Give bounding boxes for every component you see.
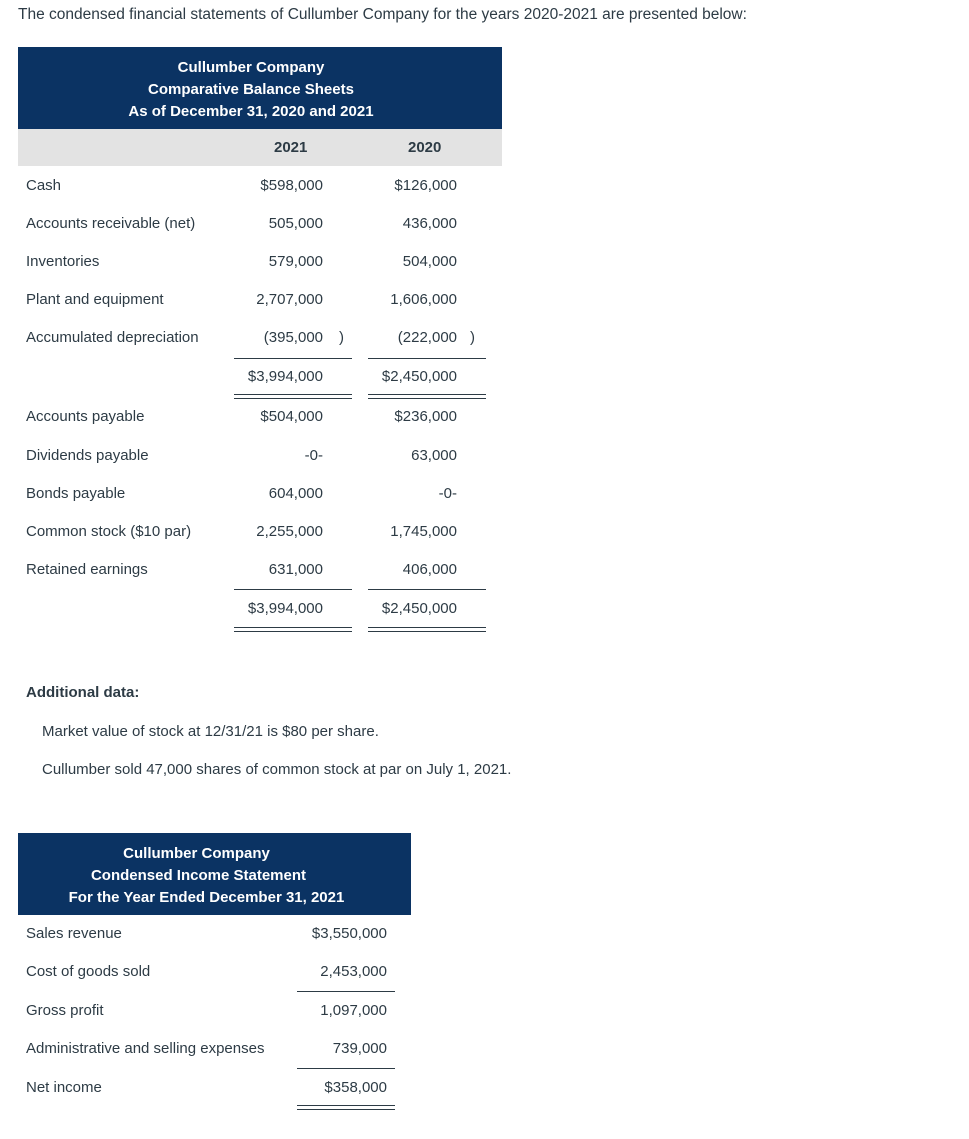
value-2021: $598,000: [260, 177, 323, 194]
subtotal-rule: [234, 358, 352, 359]
value-2020: 63,000: [411, 447, 457, 464]
value-2021: 631,000: [268, 561, 323, 578]
close-paren: ): [339, 329, 344, 346]
table-row: [0, 408, 969, 430]
table-row: [0, 1079, 969, 1101]
column-2021: 2021: [274, 139, 308, 156]
balance-sheet-date: As of December 31, 2020 and 2021: [128, 103, 374, 120]
table-row: [0, 215, 969, 237]
row-label: Common stock ($10 par): [26, 523, 192, 540]
value-2020: $126,000: [394, 177, 457, 194]
value-2021: (395,000: [263, 329, 323, 346]
total-double-rule: [297, 1105, 395, 1110]
income-statement-period: For the Year Ended December 31, 2021: [68, 889, 345, 906]
balance-sheet-column-header: [18, 129, 502, 166]
value-2021: 579,000: [268, 253, 323, 270]
value-2021: 505,000: [268, 215, 323, 232]
table-row: [0, 925, 969, 947]
table-row: [0, 177, 969, 199]
row-label: Plant and equipment: [26, 291, 164, 308]
row-label: Cash: [26, 177, 62, 194]
table-row: [0, 291, 969, 313]
row-value: 1,097,000: [320, 1002, 387, 1019]
additional-note: Cullumber sold 47,000 shares of common stock at par on July 1, 2021.: [42, 761, 512, 778]
subtotal-rule: [368, 358, 486, 359]
value-2021: 604,000: [268, 485, 323, 502]
value-2021: $504,000: [260, 408, 323, 425]
row-label: Retained earnings: [26, 561, 148, 578]
row-label: Accounts receivable (net): [26, 215, 196, 232]
balance-sheet-header: [18, 47, 502, 129]
row-value: $3,550,000: [311, 925, 387, 942]
table-row: [0, 253, 969, 275]
total-assets-2021: $3,994,000: [247, 368, 323, 385]
table-row: [0, 963, 969, 985]
row-label: Accumulated depreciation: [26, 329, 199, 346]
value-2020: $236,000: [394, 408, 457, 425]
row-value: $358,000: [324, 1079, 387, 1096]
row-label: Bonds payable: [26, 485, 126, 502]
table-row: [0, 447, 969, 469]
row-label: Dividends payable: [26, 447, 149, 464]
total-double-rule: [368, 627, 486, 632]
table-row: [0, 1002, 969, 1024]
value-2021: 2,707,000: [256, 291, 323, 308]
value-2020: 1,745,000: [390, 523, 457, 540]
row-label: Administrative and selling expenses: [26, 1040, 265, 1057]
table-row: [0, 561, 969, 583]
intro-text: The condensed financial statements of Cullumber Company for the years 2020-2021 are presented below:: [18, 6, 747, 23]
close-paren: ): [470, 329, 475, 346]
row-label: Net income: [26, 1079, 102, 1096]
value-2020: 504,000: [402, 253, 457, 270]
additional-note: Market value of stock at 12/31/21 is $80 per share.: [42, 723, 379, 740]
subtotal-rule: [297, 1068, 395, 1069]
subtotal-rule: [368, 589, 486, 590]
value-2020: -0-: [438, 485, 457, 502]
row-label: Inventories: [26, 253, 100, 270]
subtotal-rule: [234, 589, 352, 590]
income-statement-header: [18, 833, 411, 915]
additional-data-title: Additional data:: [26, 684, 140, 701]
value-2021: -0-: [304, 447, 323, 464]
row-label: Gross profit: [26, 1002, 104, 1019]
row-label: Cost of goods sold: [26, 963, 151, 980]
total-assets-2020: $2,450,000: [381, 368, 457, 385]
total-double-rule: [234, 627, 352, 632]
value-2020: 1,606,000: [390, 291, 457, 308]
value-2021: 2,255,000: [256, 523, 323, 540]
total-double-rule: [234, 394, 352, 399]
total-assets-row: [0, 368, 969, 390]
row-label: Accounts payable: [26, 408, 145, 425]
total-liabilities-2020: $2,450,000: [381, 600, 457, 617]
total-liabilities-2021: $3,994,000: [247, 600, 323, 617]
income-statement-company: Cullumber Company: [123, 845, 270, 862]
total-double-rule: [368, 394, 486, 399]
value-2020: (222,000: [397, 329, 457, 346]
table-row: [0, 329, 969, 351]
income-statement-title: Condensed Income Statement: [90, 867, 307, 884]
balance-sheet-title: Comparative Balance Sheets: [148, 81, 354, 98]
column-2020: 2020: [408, 139, 442, 156]
table-row: [0, 485, 969, 507]
row-value: 2,453,000: [320, 963, 387, 980]
subtotal-rule: [297, 991, 395, 992]
table-row: [0, 523, 969, 545]
row-value: 739,000: [332, 1040, 387, 1057]
row-label: Sales revenue: [26, 925, 122, 942]
total-liabilities-row: [0, 600, 969, 622]
value-2020: 406,000: [402, 561, 457, 578]
balance-sheet-company: Cullumber Company: [177, 59, 325, 76]
table-row: [0, 1040, 969, 1062]
value-2020: 436,000: [402, 215, 457, 232]
